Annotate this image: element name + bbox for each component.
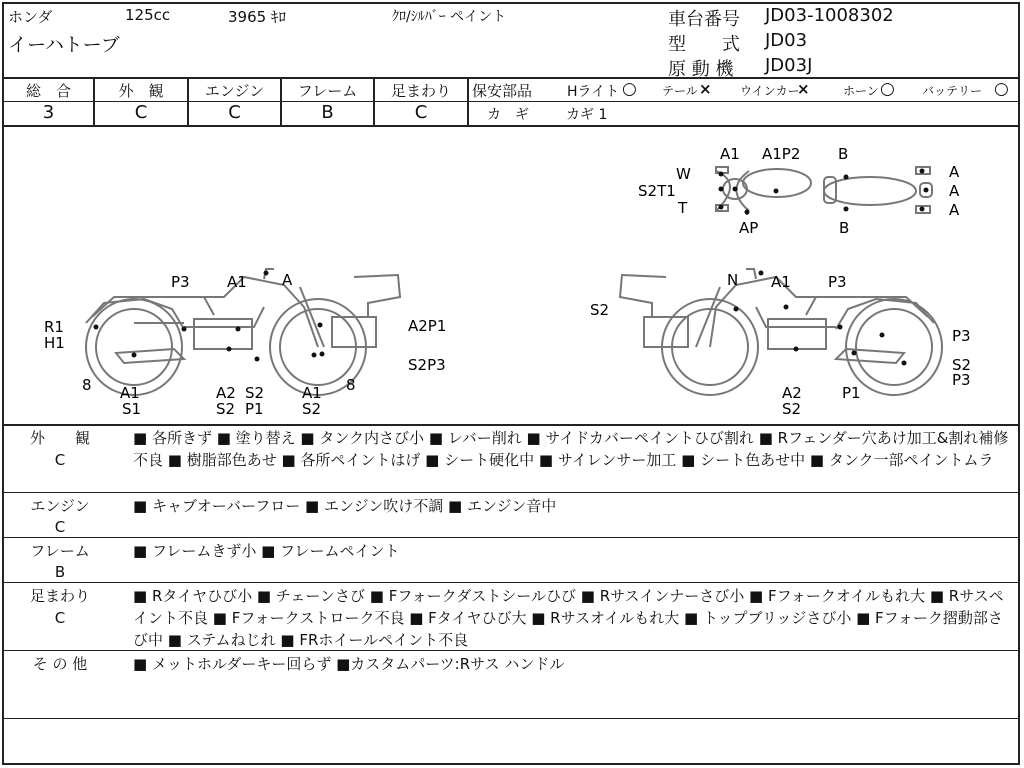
label: S2 [245,384,265,402]
label: T [678,199,688,217]
safety-winker: ウインカー [740,84,800,98]
grade-header-overall: 総 合 [25,82,71,100]
engine-label: 原 動 機 [668,59,734,80]
frame-no-label: 車台番号 [668,9,740,30]
label: A [949,182,960,200]
label: 8 [346,376,356,394]
grade-suspension: C [414,102,428,123]
comment-label-frame: フレーム [30,542,90,560]
divider [2,492,1020,493]
mileage: 3965 ｷﾛ [228,8,286,26]
comment-grade-engine: C [54,518,66,536]
key-value: カギ 1 [566,107,608,123]
displacement: 125cc [125,6,171,24]
comment-text-frame: ■ フレームきず小 ■ フレームペイント [133,542,400,560]
label: S2P3 [408,356,446,374]
label: R1 [44,318,64,336]
safety-label: 保安部品 [472,82,533,100]
type-label: 型 式 [668,34,740,55]
label: A [282,271,293,289]
label: A1 [120,384,140,402]
safety-headlight: Hライト [567,84,620,100]
divider [2,424,1020,426]
label: P3 [171,273,190,291]
label: S2 [302,400,322,418]
label: B [839,219,850,237]
label: H1 [44,334,65,352]
label: S2 [216,400,236,418]
label: AP [739,219,759,237]
comment-text-engine: ■ キャブオーバーフロー ■ エンジン吹け不調 ■ エンジン音中 [133,497,557,515]
label: P1 [842,384,861,402]
label: S2T1 [638,182,676,200]
comment-grade-suspension: C [54,609,66,627]
comment-label-other: そ の 他 [32,655,88,673]
comment-label-engine: エンジン [30,497,90,515]
safety-horn-mark: ○ [880,79,895,99]
grade-header-frame: フレーム [297,82,358,100]
label: A1 [771,273,791,291]
comment-label-exterior: 外 観 [29,429,90,447]
safety-tail-mark: × [699,80,712,98]
label: W [676,165,691,183]
label: S2 [952,356,972,374]
comment-grade-exterior: C [54,451,66,469]
damage-diagram [4,127,1018,423]
label: S2 [782,400,802,418]
label: P3 [828,273,847,291]
comment-label-suspension: 足まわり [29,587,90,605]
safety-horn: ホーン [843,84,879,98]
divider [467,101,1020,102]
grade-exterior: C [134,102,148,123]
safety-battery: バッテリー [922,84,983,98]
color: ｸﾛ/ｼﾙﾊﾞｰ ペイント [392,9,507,25]
top-view-bike [716,167,932,215]
label: A2 [216,384,236,402]
label: S1 [122,400,142,418]
label: B [838,145,849,163]
grade-frame: B [321,102,334,123]
divider [2,582,1020,583]
key-label: カ ギ [487,107,529,123]
label: P3 [952,371,971,389]
label: A [949,163,960,181]
safety-tail: テール [662,84,698,98]
grade-overall: 3 [42,102,55,123]
type-value: JD03 [765,30,808,51]
comment-text-other: ■ メットホルダーキー回らず ■カスタムパーツ:Rサス ハンドル [133,655,565,673]
label: S2 [590,301,610,319]
safety-headlight-mark: ○ [622,79,637,99]
maker: ホンダ [8,8,53,26]
label: P1 [245,400,264,418]
frame-no: JD03-1008302 [765,5,894,26]
grade-header-engine: エンジン [204,82,265,100]
divider [467,77,469,125]
safety-battery-mark: ○ [994,79,1009,99]
label: A1 [720,145,740,163]
grade-header-suspension: 足まわり [390,82,451,100]
comment-grade-frame: B [54,563,66,581]
comment-text-exterior: ■ 各所きず ■ 塗り替え ■ タンク内さび小 ■ レバー削れ ■ サイドカバーペイントひび割れ ■ Rフェンダー穴あけ加工&割れ補修不良 ■ 樹脂部色あせ ■ 各所ペイントはげ ■ シート硬化中 ■ サイレンサー加工 ■ シート色あせ中 ■ タンク一部ペイントムラ [133,429,1009,469]
divider [2,718,1020,719]
label: 8 [82,376,92,394]
grade-engine: C [228,102,241,123]
safety-winker-mark: × [797,80,810,98]
divider [2,77,1020,79]
label: N [727,271,739,289]
label: A1 [302,384,322,402]
label: A1 [227,273,247,291]
comment-text-suspension: ■ Rタイヤひび小 ■ チェーンさび ■ Fフォークダストシールひび ■ Rサスインナーさび小 ■ Fフォークオイルもれ大 ■ Rサスペイント不良 ■ Fフォークストローク不良 ■ Fタイヤひび大 ■ Rサスオイルもれ大 ■ トップブリッジさび小 ■ Fフォーク摺動部さび中 ■ ステムねじれ ■ FRホイールペイント不良 [133,587,1004,649]
label: A [949,201,960,219]
label: A2 [782,384,802,402]
grade-header-exterior: 外 観 [118,82,164,100]
label: P3 [952,327,971,345]
engine-value: JD03J [765,55,813,76]
label: A2P1 [408,317,447,335]
damage-dots [94,169,929,366]
label: A1P2 [762,145,801,163]
model-name: イーハトーブ [8,34,120,56]
divider [2,537,1020,538]
